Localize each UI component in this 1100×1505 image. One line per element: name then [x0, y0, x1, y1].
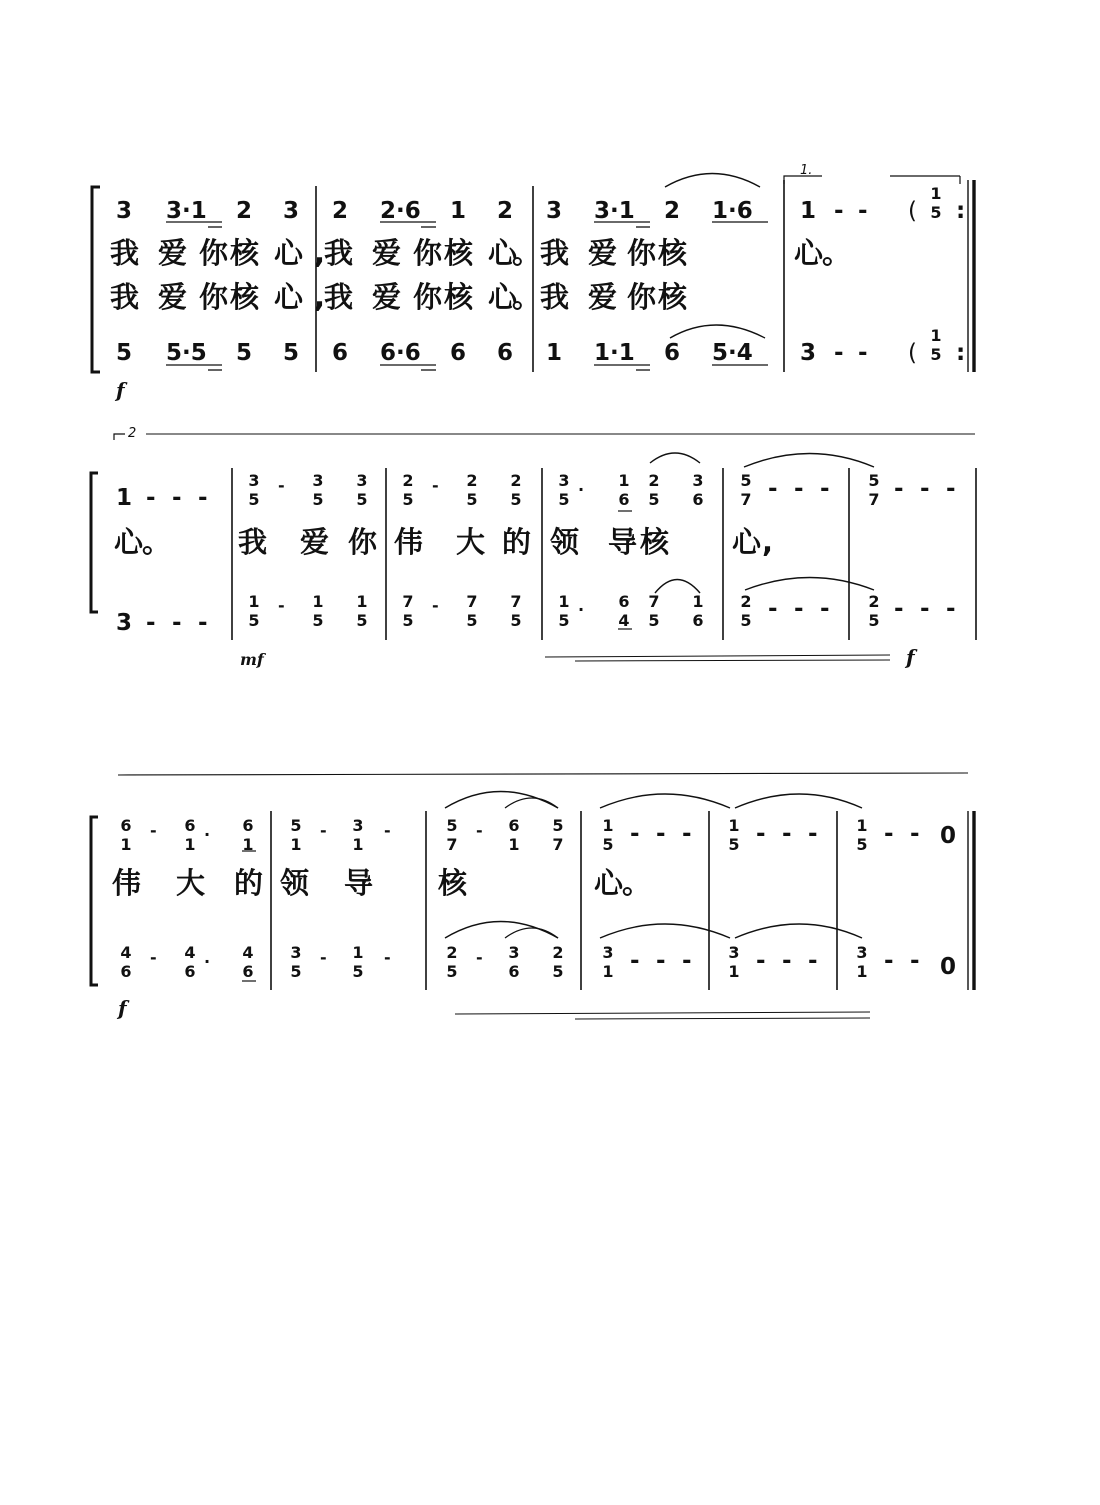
chord-note: 2 5 — [510, 471, 522, 509]
note: 2 — [664, 198, 681, 224]
dash: - — [884, 948, 894, 974]
dot: . — [578, 596, 585, 615]
chord-note: 1 6 — [618, 471, 630, 509]
note: 6·6 — [380, 340, 421, 366]
chord-note: 2 5 — [740, 592, 752, 630]
repeat-dots: : — [956, 198, 966, 224]
dash: - — [682, 948, 692, 974]
dash: - — [820, 476, 830, 502]
dot: . — [204, 821, 211, 840]
lyric: 心 — [794, 236, 824, 270]
chord-note: 2 5 — [648, 471, 660, 509]
lyric: 核 — [444, 280, 474, 314]
chord-note: 5 7 — [446, 816, 458, 854]
chord-note: 6 1 — [120, 816, 132, 854]
lyric: 你 — [627, 280, 657, 314]
chord-note: 6 1 — [508, 816, 520, 854]
chord-note: 2 5 — [446, 943, 458, 981]
paren: ( — [908, 340, 917, 366]
note: 2 — [497, 198, 514, 224]
chord-note: 2 5 — [868, 592, 880, 630]
volta-2-label: 2 — [128, 426, 137, 441]
dash: - — [278, 476, 285, 495]
note: 6 — [664, 340, 681, 366]
note: 2 — [236, 198, 253, 224]
lyric: 我 — [110, 280, 140, 314]
note: 3 — [116, 198, 133, 224]
dash: - — [278, 596, 285, 615]
lyric: 核 — [444, 236, 474, 270]
dash: - — [910, 821, 920, 847]
lyric: 心 — [274, 236, 304, 270]
dot: . — [204, 948, 211, 967]
lyric: 你 — [199, 236, 229, 270]
chord-note: 1 5 — [856, 816, 868, 854]
dash: - — [146, 485, 156, 511]
note: 5 — [116, 340, 133, 366]
lyric: 爱 — [158, 236, 188, 270]
chord-note: 3 1 — [728, 943, 740, 981]
chord-note: 3 1 — [602, 943, 614, 981]
rest: 0 — [940, 954, 957, 980]
dash: - — [656, 948, 666, 974]
dash: - — [150, 821, 157, 840]
dash: - — [794, 596, 804, 622]
note: 3 — [283, 198, 300, 224]
chord-note: 2 5 — [402, 471, 414, 509]
lyric: 我 — [324, 236, 354, 270]
dash: - — [756, 948, 766, 974]
lyric: 核 — [658, 236, 688, 270]
chord-note: 7 5 — [648, 592, 660, 630]
dash: - — [384, 948, 391, 967]
lyric: 领 — [280, 866, 310, 900]
note: 1·1 — [594, 340, 635, 366]
dash: - — [630, 821, 640, 847]
lyric: 爱 — [300, 525, 330, 559]
chord-note: 3 6 — [508, 943, 520, 981]
lyric: 。 — [822, 236, 852, 270]
note: 2·6 — [380, 198, 421, 224]
dash: - — [894, 476, 904, 502]
lyric: 伟 — [112, 866, 142, 900]
dash: - — [946, 596, 956, 622]
lyric: 你 — [413, 280, 443, 314]
note: 1 — [546, 340, 563, 366]
lyric: 的 — [234, 866, 264, 900]
dash: - — [656, 821, 666, 847]
lyric: 。 — [512, 236, 542, 270]
note: 3 — [800, 340, 817, 366]
lyric: 你 — [199, 280, 229, 314]
lyric: 心 — [488, 236, 518, 270]
volta-1-label: 1. — [800, 163, 813, 178]
lyric: 心 — [114, 525, 144, 559]
chord-note: 3 5 — [290, 943, 302, 981]
lyric: 心 — [274, 280, 304, 314]
rest: 0 — [940, 823, 957, 849]
chord-note: 5 7 — [868, 471, 880, 509]
chord-note: 5 7 — [552, 816, 564, 854]
lyric: 你 — [627, 236, 657, 270]
dash: - — [768, 596, 778, 622]
chord-note: 4 6 — [242, 943, 254, 981]
dash: - — [146, 610, 156, 636]
dash: - — [808, 948, 818, 974]
chord-note: 1 5 — [312, 592, 324, 630]
dash: - — [894, 596, 904, 622]
lyric: 大 — [456, 525, 486, 559]
dash: - — [768, 476, 778, 502]
lyric: , — [762, 525, 774, 559]
lyric: 爱 — [158, 280, 188, 314]
chord-note: 2 5 — [466, 471, 478, 509]
chord-note: 5 7 — [740, 471, 752, 509]
dynamic-forte: f — [118, 996, 127, 1020]
dash: - — [910, 948, 920, 974]
lyric: 爱 — [588, 236, 618, 270]
dash: - — [794, 476, 804, 502]
note: 3 — [546, 198, 563, 224]
lyric: 你 — [348, 525, 378, 559]
chord-note: 1 5 — [356, 592, 368, 630]
chord-note: 7 5 — [510, 592, 522, 630]
lyric: 心 — [732, 525, 762, 559]
lyric: 我 — [238, 525, 268, 559]
dash: - — [432, 476, 439, 495]
chord-note: 7 5 — [402, 592, 414, 630]
lyric: 伟 — [394, 525, 424, 559]
dot: . — [578, 476, 585, 495]
dash: - — [884, 821, 894, 847]
dash: - — [150, 948, 157, 967]
dash: - — [782, 948, 792, 974]
dash: - — [920, 596, 930, 622]
chord-note: 4 6 — [120, 943, 132, 981]
lyric: 。 — [142, 525, 172, 559]
chord-note: 3 5 — [248, 471, 260, 509]
lyric: 核 — [230, 236, 260, 270]
dash: - — [820, 596, 830, 622]
note: 3·1 — [594, 198, 635, 224]
dash: - — [682, 821, 692, 847]
lyric: 大 — [176, 866, 206, 900]
chord-note: 1 5 — [930, 184, 942, 222]
dash: - — [630, 948, 640, 974]
chord-note: 1 5 — [558, 592, 570, 630]
repeat-dots: : — [956, 340, 966, 366]
lyric: 核 — [658, 280, 688, 314]
chord-note: 4 6 — [184, 943, 196, 981]
chord-note: 3 5 — [558, 471, 570, 509]
chord-note: 6 1 — [242, 816, 254, 854]
lyric: 我 — [540, 236, 570, 270]
dash: - — [384, 821, 391, 840]
chord-note: 6 4 — [618, 592, 630, 630]
lyric: 领 — [550, 525, 580, 559]
lyric: 爱 — [588, 280, 618, 314]
dash: - — [198, 485, 208, 511]
chord-note: 1 5 — [352, 943, 364, 981]
lyric: 爱 — [372, 280, 402, 314]
chord-note: 1 5 — [602, 816, 614, 854]
dash: - — [858, 198, 868, 224]
lyric: 我 — [110, 236, 140, 270]
note: 3·1 — [166, 198, 207, 224]
lyric: 的 — [502, 525, 532, 559]
note: 6 — [497, 340, 514, 366]
lyric: 导 — [344, 866, 374, 900]
lyric: 心 — [594, 866, 624, 900]
dash: - — [320, 948, 327, 967]
dash: - — [808, 821, 818, 847]
chord-note: 3 5 — [356, 471, 368, 509]
dash: - — [198, 610, 208, 636]
lyric: 你 — [413, 236, 443, 270]
dash: - — [172, 610, 182, 636]
lyric: 。 — [622, 866, 652, 900]
dash: - — [834, 198, 844, 224]
chord-note: 3 5 — [312, 471, 324, 509]
chord-note: 1 5 — [728, 816, 740, 854]
dash: - — [432, 596, 439, 615]
chord-note: 2 5 — [552, 943, 564, 981]
note: 3 — [116, 610, 133, 636]
lyric: , — [314, 280, 326, 314]
note: 5 — [283, 340, 300, 366]
dash: - — [172, 485, 182, 511]
chord-note: 3 1 — [352, 816, 364, 854]
dash: - — [476, 948, 483, 967]
dynamic-forte: f — [116, 378, 125, 402]
lyric: 我 — [324, 280, 354, 314]
note: 2 — [332, 198, 349, 224]
dash: - — [946, 476, 956, 502]
dash: - — [756, 821, 766, 847]
lyric: 核 — [640, 525, 670, 559]
note: 1·6 — [712, 198, 753, 224]
chord-note: 7 5 — [466, 592, 478, 630]
lyric: , — [314, 236, 326, 270]
paren: ( — [908, 198, 917, 224]
lyric: 我 — [540, 280, 570, 314]
lyric: 导 — [608, 525, 638, 559]
note: 5·4 — [712, 340, 753, 366]
dash: - — [858, 340, 868, 366]
dash: - — [834, 340, 844, 366]
dash: - — [782, 821, 792, 847]
dash: - — [920, 476, 930, 502]
note: 5·5 — [166, 340, 207, 366]
note: 5 — [236, 340, 253, 366]
chord-note: 5 1 — [290, 816, 302, 854]
note: 1 — [450, 198, 467, 224]
note: 6 — [450, 340, 467, 366]
lyric: 爱 — [372, 236, 402, 270]
lyric: 核 — [438, 866, 468, 900]
chord-note: 1 5 — [930, 326, 942, 364]
chord-note: 3 6 — [692, 471, 704, 509]
chord-note: 1 5 — [248, 592, 260, 630]
lyric: 心 — [488, 280, 518, 314]
chord-note: 1 6 — [692, 592, 704, 630]
dynamic-mezzo-forte: mf — [240, 650, 264, 669]
lyric: 。 — [512, 280, 542, 314]
note: 6 — [332, 340, 349, 366]
chord-note: 6 1 — [184, 816, 196, 854]
note: 1 — [800, 198, 817, 224]
lyric: 核 — [230, 280, 260, 314]
note: 1 — [116, 485, 133, 511]
dash: - — [320, 821, 327, 840]
dynamic-forte: f — [906, 645, 915, 669]
dash: - — [476, 821, 483, 840]
chord-note: 3 1 — [856, 943, 868, 981]
